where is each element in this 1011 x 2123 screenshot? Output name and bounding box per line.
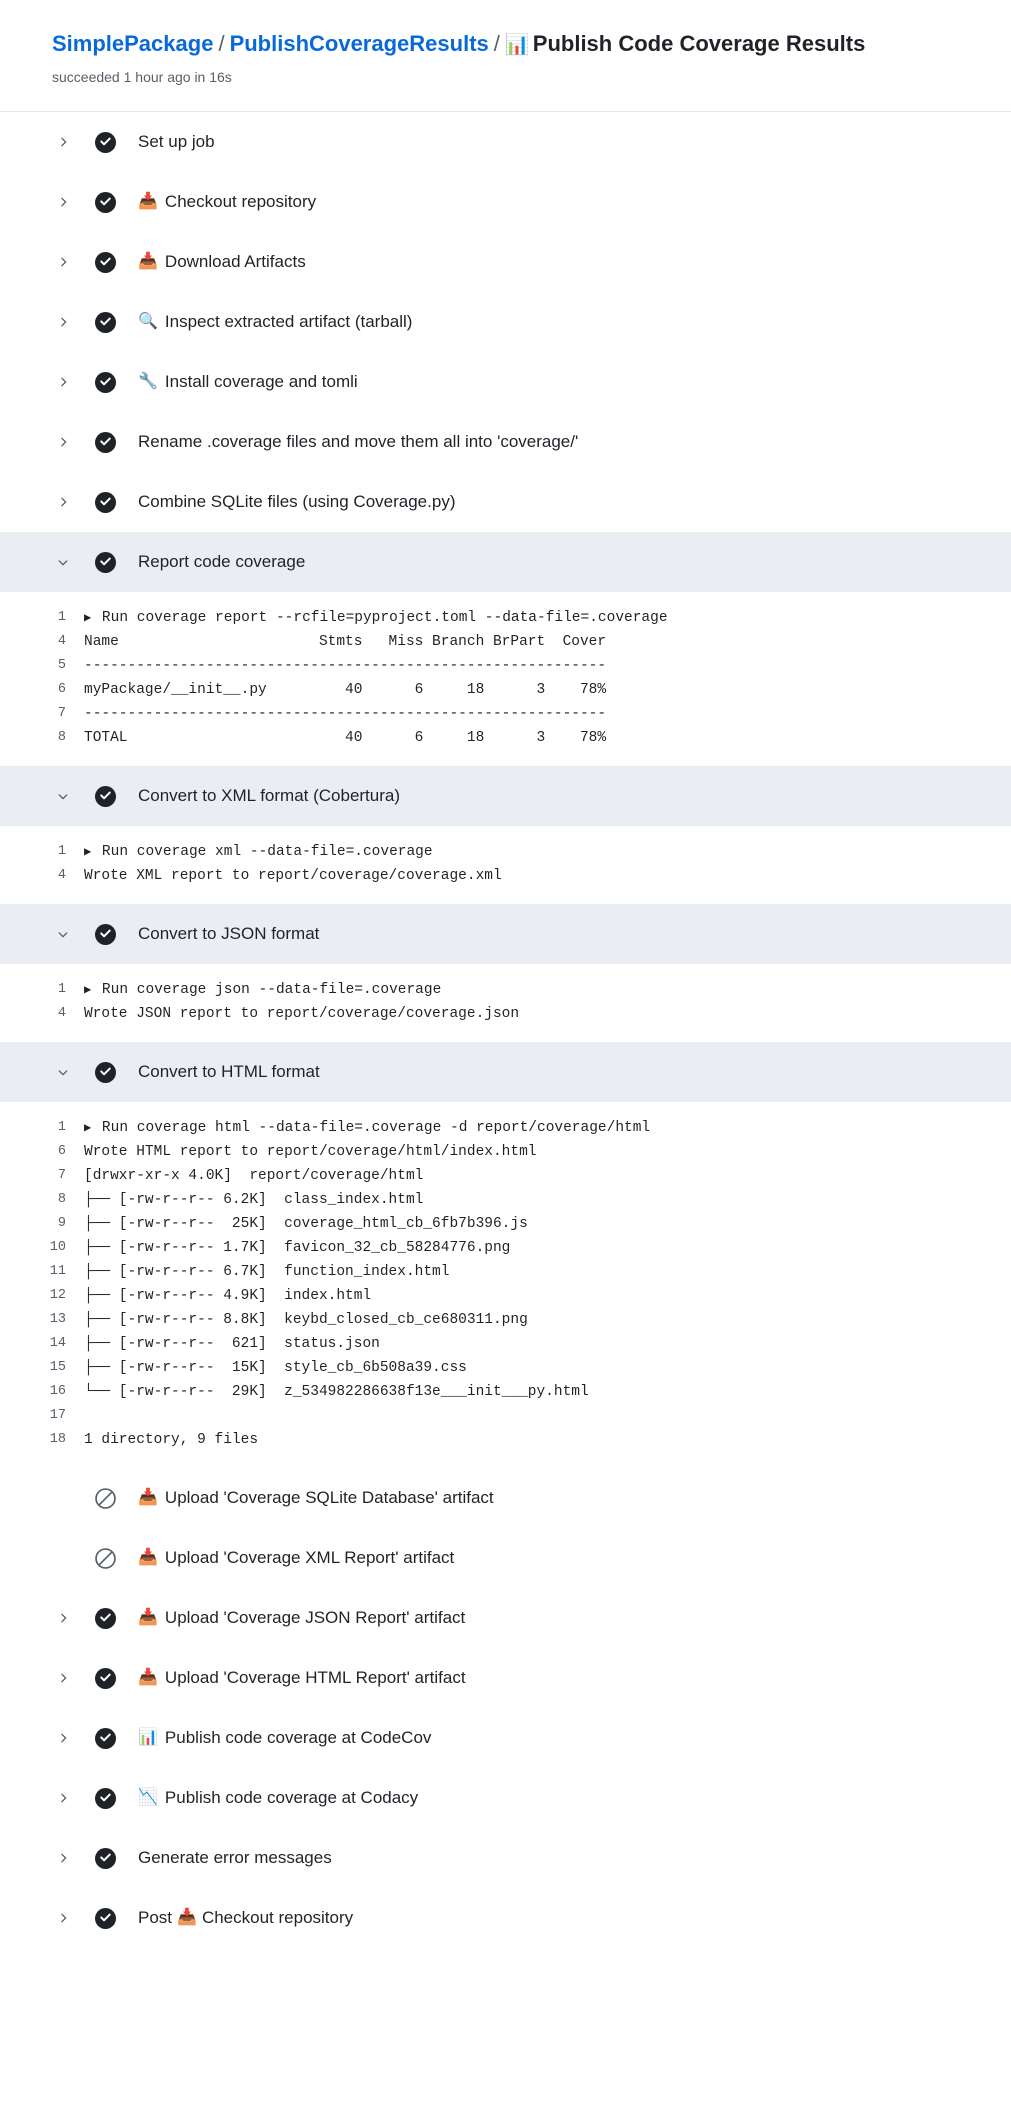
step-convert-to-xml-format[interactable] bbox=[0, 766, 1011, 826]
log-line bbox=[0, 1116, 1011, 1140]
log-line bbox=[0, 1356, 1011, 1380]
log-line-number: 1 bbox=[57, 982, 66, 997]
success-check-icon bbox=[94, 1787, 116, 1809]
step-label-text: Convert to XML format (Cobertura) bbox=[138, 786, 401, 805]
log-line-text: ├── [-rw-r--r-- 25K] coverage_html_cb_6fb7b396.js bbox=[84, 1216, 528, 1232]
chevron-right-icon[interactable] bbox=[52, 1731, 74, 1745]
log-line-text: TOTAL 40 6 18 3 78% bbox=[84, 730, 607, 746]
step-label-text: Convert to JSON format bbox=[138, 924, 320, 943]
log-line-number: 11 bbox=[49, 1264, 66, 1279]
page-title: Publish Code Coverage Results bbox=[532, 31, 866, 56]
step-label-text: Upload 'Coverage HTML Report' artifact bbox=[164, 1668, 466, 1687]
chevron-right-icon[interactable] bbox=[52, 1851, 74, 1865]
log-line-text: ------------------------------------------------------------ bbox=[84, 658, 607, 674]
log-line bbox=[0, 678, 1011, 702]
log-line-content: Run coverage xml --data-file=.coverage bbox=[93, 844, 433, 860]
breadcrumb-separator-2: / bbox=[493, 31, 500, 56]
log-line-text: ├── [-rw-r--r-- 621] status.json bbox=[84, 1336, 380, 1352]
step-label-text: Download Artifacts bbox=[164, 252, 306, 271]
log-line-text: ├── [-rw-r--r-- 15K] style_cb_6b508a39.css bbox=[84, 1360, 467, 1376]
step-inspect-extracted-artifact[interactable] bbox=[0, 292, 1011, 352]
step-label-text: Set up job bbox=[138, 132, 215, 151]
step-label bbox=[138, 1607, 465, 1629]
run-triangle-icon[interactable]: ▶ bbox=[84, 845, 92, 859]
step-emoji-icon: 📉 bbox=[138, 1789, 158, 1806]
step-emoji-trail-icon: 📥 bbox=[177, 1909, 197, 1926]
log-line-text: └── [-rw-r--r-- 29K] z_534982286638f13e___init___py.html bbox=[84, 1384, 589, 1400]
step-label-text: Checkout repository bbox=[164, 192, 317, 211]
step-emoji-icon: 🔧 bbox=[138, 373, 158, 390]
log-line-number: 7 bbox=[57, 1168, 66, 1183]
log-line-number: 1 bbox=[57, 610, 66, 625]
chevron-down-icon[interactable] bbox=[52, 789, 74, 803]
success-check-icon bbox=[94, 785, 116, 807]
log-line bbox=[0, 1164, 1011, 1188]
log-line bbox=[0, 1236, 1011, 1260]
step-emoji-icon: 📥 bbox=[138, 193, 158, 210]
log-line-text: ├── [-rw-r--r-- 1.7K] favicon_32_cb_58284776.png bbox=[84, 1240, 511, 1256]
success-check-icon bbox=[94, 1061, 116, 1083]
step-label bbox=[138, 1787, 418, 1809]
log-line-text bbox=[84, 606, 1011, 630]
step-label-text: Post bbox=[138, 1908, 173, 1927]
log-line bbox=[0, 1140, 1011, 1164]
step-label bbox=[138, 1667, 466, 1689]
log-line-text: ├── [-rw-r--r-- 4.9K] index.html bbox=[84, 1288, 372, 1304]
step-label bbox=[138, 431, 578, 453]
step-publish-code-coverage-at-codacy[interactable] bbox=[0, 1768, 1011, 1828]
step-log-convert-to-html-format bbox=[0, 1102, 1011, 1468]
log-line bbox=[0, 1380, 1011, 1404]
step-label bbox=[138, 1847, 332, 1869]
step-label-text: Report code coverage bbox=[138, 552, 306, 571]
step-label bbox=[138, 1547, 454, 1569]
step-set-up-job[interactable] bbox=[0, 112, 1011, 172]
log-line bbox=[0, 726, 1011, 750]
step-label bbox=[138, 785, 400, 807]
job-header bbox=[0, 0, 1011, 112]
step-log-convert-to-json-format bbox=[0, 964, 1011, 1042]
log-line-content: Run coverage json --data-file=.coverage bbox=[93, 982, 442, 998]
step-upload-coverage-json-report-artifact[interactable] bbox=[0, 1588, 1011, 1648]
step-convert-to-json-format[interactable] bbox=[0, 904, 1011, 964]
log-line bbox=[0, 630, 1011, 654]
log-line bbox=[0, 1428, 1011, 1452]
chevron-right-icon[interactable] bbox=[52, 1611, 74, 1625]
success-check-icon bbox=[94, 1847, 116, 1869]
success-check-icon bbox=[94, 311, 116, 333]
chevron-right-icon[interactable] bbox=[52, 375, 74, 389]
log-line-text bbox=[84, 1116, 1011, 1140]
log-line-number: 1 bbox=[57, 1120, 66, 1135]
log-line-number: 7 bbox=[57, 706, 66, 721]
chevron-right-icon[interactable] bbox=[52, 1911, 74, 1925]
step-install-coverage-and-tomli[interactable] bbox=[0, 352, 1011, 412]
chevron-right-icon[interactable] bbox=[52, 1671, 74, 1685]
chevron-right-icon[interactable] bbox=[52, 1791, 74, 1805]
success-check-icon bbox=[94, 131, 116, 153]
log-line bbox=[0, 1212, 1011, 1236]
breadcrumb-workflow[interactable]: PublishCoverageResults bbox=[229, 31, 489, 56]
step-label bbox=[138, 1061, 320, 1083]
step-label-text: Publish code coverage at Codacy bbox=[164, 1788, 419, 1807]
log-line-text: ------------------------------------------------------------ bbox=[84, 706, 607, 722]
log-line bbox=[0, 1284, 1011, 1308]
step-label-suffix: Checkout repository bbox=[201, 1908, 354, 1927]
step-label-text: Inspect extracted artifact (tarball) bbox=[164, 312, 413, 331]
log-line-number: 6 bbox=[57, 1144, 66, 1159]
step-label bbox=[138, 491, 455, 513]
log-line-text: ├── [-rw-r--r-- 6.7K] function_index.html bbox=[84, 1264, 450, 1280]
log-line-number: 4 bbox=[57, 868, 66, 883]
chevron-right-icon[interactable] bbox=[52, 495, 74, 509]
log-line-text: Wrote XML report to report/coverage/coverage.xml bbox=[84, 868, 502, 884]
log-line-number: 14 bbox=[49, 1336, 66, 1351]
step-label bbox=[138, 131, 215, 153]
success-check-icon bbox=[94, 1667, 116, 1689]
log-line-number: 8 bbox=[57, 1192, 66, 1207]
chevron-right-icon[interactable] bbox=[52, 255, 74, 269]
step-upload-coverage-xml-report-artifact[interactable] bbox=[0, 1528, 1011, 1588]
step-emoji-icon: 📥 bbox=[138, 1489, 158, 1506]
log-line-number: 15 bbox=[49, 1360, 66, 1375]
log-line-number: 13 bbox=[49, 1312, 66, 1327]
chevron-right-icon[interactable] bbox=[52, 195, 74, 209]
step-upload-coverage-sqlite-database-artifact[interactable] bbox=[0, 1468, 1011, 1528]
log-line-content: Run coverage report --rcfile=pyproject.toml --data-file=.coverage bbox=[93, 610, 668, 626]
bar-chart-icon: 📊 bbox=[504, 34, 530, 56]
step-label-text: Upload 'Coverage SQLite Database' artifact bbox=[164, 1488, 494, 1507]
step-convert-to-html-format[interactable] bbox=[0, 1042, 1011, 1102]
log-line-number: 18 bbox=[49, 1432, 66, 1447]
run-triangle-icon[interactable]: ▶ bbox=[84, 983, 92, 997]
log-line-text bbox=[84, 840, 1011, 864]
step-checkout-repository[interactable] bbox=[0, 172, 1011, 232]
success-check-icon bbox=[94, 251, 116, 273]
step-label bbox=[138, 1907, 353, 1929]
log-line-number: 17 bbox=[49, 1408, 66, 1423]
step-label-text: Install coverage and tomli bbox=[164, 372, 358, 391]
log-line-number: 5 bbox=[57, 658, 66, 673]
chevron-down-icon[interactable] bbox=[52, 927, 74, 941]
log-line-text: myPackage/__init__.py 40 6 18 3 78% bbox=[84, 682, 607, 698]
step-label bbox=[138, 551, 305, 573]
log-line bbox=[0, 606, 1011, 630]
breadcrumb-separator-1: / bbox=[218, 31, 225, 56]
step-publish-code-coverage-at-codecov[interactable] bbox=[0, 1708, 1011, 1768]
success-check-icon bbox=[94, 431, 116, 453]
step-label-text: Rename .coverage files and move them all into 'coverage/' bbox=[138, 432, 579, 451]
step-emoji-icon: 📥 bbox=[138, 253, 158, 270]
step-log-report-code-coverage bbox=[0, 592, 1011, 766]
step-report-code-coverage[interactable] bbox=[0, 532, 1011, 592]
log-line bbox=[0, 1332, 1011, 1356]
step-generate-error-messages[interactable] bbox=[0, 1828, 1011, 1888]
step-rename-coverage-files[interactable] bbox=[0, 412, 1011, 472]
step-post-checkout-repository[interactable] bbox=[0, 1888, 1011, 1948]
log-line bbox=[0, 1404, 1011, 1428]
log-line bbox=[0, 1308, 1011, 1332]
log-line-number: 10 bbox=[49, 1240, 66, 1255]
log-line bbox=[0, 840, 1011, 864]
step-label-text: Upload 'Coverage XML Report' artifact bbox=[164, 1548, 455, 1567]
log-line bbox=[0, 702, 1011, 726]
job-status-line: succeeded 1 hour ago in 16s bbox=[52, 69, 232, 85]
log-line-number: 16 bbox=[49, 1384, 66, 1399]
log-line bbox=[0, 1002, 1011, 1026]
run-triangle-icon[interactable]: ▶ bbox=[84, 611, 92, 625]
log-line-text: Wrote JSON report to report/coverage/coverage.json bbox=[84, 1006, 520, 1022]
log-line-number: 9 bbox=[57, 1216, 66, 1231]
skipped-icon bbox=[94, 1487, 116, 1509]
log-line-number: 6 bbox=[57, 682, 66, 697]
step-label-text: Combine SQLite files (using Coverage.py) bbox=[138, 492, 456, 511]
step-label bbox=[138, 311, 412, 333]
log-line-text: Wrote HTML report to report/coverage/html/index.html bbox=[84, 1144, 537, 1160]
log-line bbox=[0, 978, 1011, 1002]
breadcrumb bbox=[52, 30, 1011, 59]
step-emoji-icon: 🔍 bbox=[138, 313, 158, 330]
log-line-text: ├── [-rw-r--r-- 8.8K] keybd_closed_cb_ce680311.png bbox=[84, 1312, 528, 1328]
step-label bbox=[138, 923, 319, 945]
chevron-right-icon[interactable] bbox=[52, 435, 74, 449]
step-label bbox=[138, 251, 306, 273]
log-line-text: [drwxr-xr-x 4.0K] report/coverage/html bbox=[84, 1168, 424, 1184]
run-triangle-icon[interactable]: ▶ bbox=[84, 1121, 92, 1135]
step-label bbox=[138, 371, 358, 393]
step-label-text: Generate error messages bbox=[138, 1848, 332, 1867]
chevron-right-icon[interactable] bbox=[52, 315, 74, 329]
success-check-icon bbox=[94, 1607, 116, 1629]
success-check-icon bbox=[94, 491, 116, 513]
steps-list bbox=[0, 112, 1011, 1948]
log-line-text: ├── [-rw-r--r-- 6.2K] class_index.html bbox=[84, 1192, 424, 1208]
log-line-number: 4 bbox=[57, 1006, 66, 1021]
log-line-number: 4 bbox=[57, 634, 66, 649]
log-line-number: 8 bbox=[57, 730, 66, 745]
success-check-icon bbox=[94, 1907, 116, 1929]
log-line bbox=[0, 654, 1011, 678]
step-emoji-icon: 📥 bbox=[138, 1609, 158, 1626]
chevron-down-icon[interactable] bbox=[52, 1065, 74, 1079]
step-label-text: Convert to HTML format bbox=[138, 1062, 320, 1081]
skipped-icon bbox=[94, 1547, 116, 1569]
step-combine-sqlite-files[interactable] bbox=[0, 472, 1011, 532]
step-emoji-icon: 📥 bbox=[138, 1549, 158, 1566]
log-line-number: 12 bbox=[49, 1288, 66, 1303]
success-check-icon bbox=[94, 1727, 116, 1749]
log-line bbox=[0, 864, 1011, 888]
success-check-icon bbox=[94, 551, 116, 573]
log-line bbox=[0, 1260, 1011, 1284]
step-label-text: Upload 'Coverage JSON Report' artifact bbox=[164, 1608, 466, 1627]
log-line-text: 1 directory, 9 files bbox=[84, 1432, 259, 1448]
step-download-artifacts[interactable] bbox=[0, 232, 1011, 292]
step-log-convert-to-xml-format bbox=[0, 826, 1011, 904]
step-upload-coverage-html-report-artifact[interactable] bbox=[0, 1648, 1011, 1708]
success-check-icon bbox=[94, 191, 116, 213]
step-label bbox=[138, 1487, 494, 1509]
step-label bbox=[138, 191, 316, 213]
chevron-right-icon[interactable] bbox=[52, 135, 74, 149]
step-emoji-icon: 📊 bbox=[138, 1729, 158, 1746]
step-emoji-icon: 📥 bbox=[138, 1669, 158, 1686]
success-check-icon bbox=[94, 371, 116, 393]
step-label-text: Publish code coverage at CodeCov bbox=[164, 1728, 432, 1747]
chevron-down-icon[interactable] bbox=[52, 555, 74, 569]
log-line-content: Run coverage html --data-file=.coverage -d report/coverage/html bbox=[93, 1120, 651, 1136]
success-check-icon bbox=[94, 923, 116, 945]
step-label bbox=[138, 1727, 431, 1749]
log-line-number: 1 bbox=[57, 844, 66, 859]
log-line bbox=[0, 1188, 1011, 1212]
log-line-text bbox=[84, 978, 1011, 1002]
breadcrumb-repo[interactable]: SimplePackage bbox=[52, 31, 214, 56]
log-line-text: Name Stmts Miss Branch BrPart Cover bbox=[84, 634, 607, 650]
